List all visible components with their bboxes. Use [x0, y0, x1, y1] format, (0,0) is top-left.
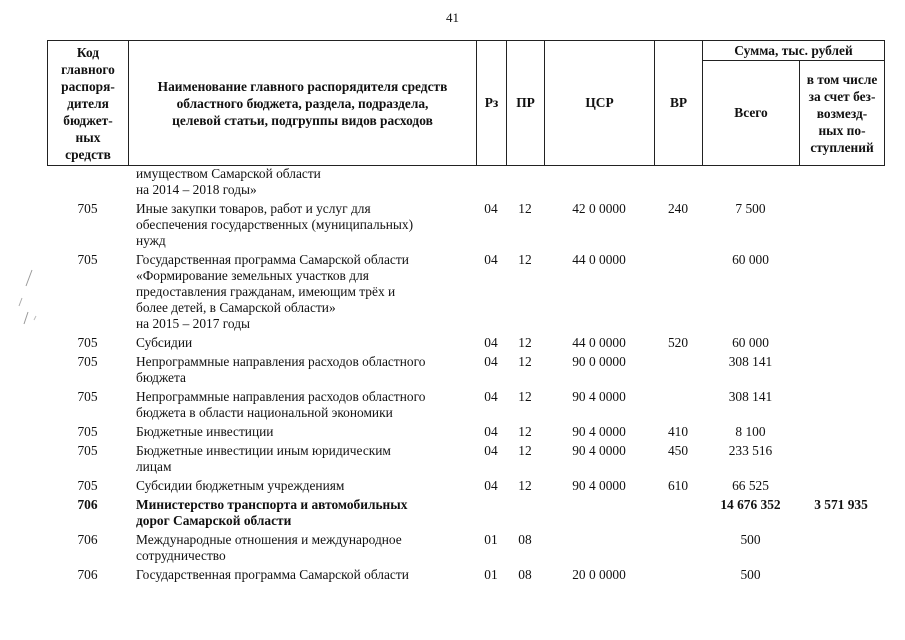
header-code-line: средств — [65, 146, 111, 162]
cell-csr: 44 0 0000 — [572, 335, 626, 350]
cell-pr: 12 — [518, 201, 532, 216]
cell-code: 706 — [77, 497, 98, 512]
cell-pr: 12 — [518, 354, 532, 369]
cell-vr: 410 — [667, 424, 689, 439]
header-name-line: областного бюджета, раздела, подраздела, — [176, 95, 429, 111]
cell-total: 66 525 — [732, 478, 769, 493]
cell-name-line: предоставления гражданам, имеющим трёх и — [136, 284, 396, 299]
table-row — [47, 567, 885, 583]
header-rz: Рз — [477, 41, 507, 165]
header-incl-line: за счет без- — [808, 88, 876, 104]
cell-rz: 04 — [484, 354, 498, 369]
header-incl — [800, 61, 884, 165]
cell-code: 706 — [77, 532, 98, 547]
header-incl-line: в том числе — [806, 71, 878, 87]
cell-csr: 90 4 0000 — [572, 424, 626, 439]
cell-vr: 240 — [667, 201, 689, 216]
cell-code: 705 — [77, 424, 98, 439]
cell-csr: 44 0 0000 — [572, 252, 626, 267]
header-vr: ВР — [655, 41, 703, 165]
cell-name-line: Бюджетные инвестиции иным юридическим — [136, 443, 391, 458]
header-incl-line: возмезд- — [816, 105, 868, 121]
cell-csr: 20 0 0000 — [572, 567, 626, 582]
header-name-line: целевой статьи, подгруппы видов расходов — [172, 112, 433, 128]
cell-vr: 520 — [667, 335, 689, 350]
cell-name-line: имуществом Самарской области — [136, 166, 321, 181]
cell-total: 60 000 — [732, 335, 769, 350]
cell-name-line: бюджета — [136, 370, 186, 385]
cell-pr: 12 — [518, 335, 532, 350]
cell-name-line: Субсидии — [136, 335, 193, 350]
table-row — [47, 424, 885, 440]
cell-rz: 04 — [484, 389, 498, 404]
table-body — [47, 166, 885, 583]
cell-name-line: Бюджетные инвестиции — [136, 424, 274, 439]
cell-total: 308 141 — [728, 389, 773, 404]
cell-name-line: Непрограммные направления расходов областного — [136, 389, 426, 404]
cell-total: 7 500 — [735, 201, 766, 216]
cell-csr: 42 0 0000 — [572, 201, 626, 216]
header-code-line: главного — [61, 61, 115, 77]
header-code — [48, 41, 129, 165]
cell-code: 706 — [77, 567, 98, 582]
cell-name-line: Министерство транспорта и автомобильных — [136, 497, 408, 512]
cell-rz: 04 — [484, 335, 498, 350]
cell-code: 705 — [77, 354, 98, 369]
cell-rz: 01 — [484, 532, 498, 547]
cell-name — [128, 424, 476, 440]
cell-code: 705 — [77, 252, 98, 267]
header-name-line: Наименование главного распорядителя средств — [157, 78, 448, 94]
cell-total: 8 100 — [735, 424, 766, 439]
cell-incl: 3 571 935 — [814, 497, 868, 512]
table-row — [47, 497, 885, 529]
table-row — [47, 201, 885, 249]
cell-csr: 90 4 0000 — [572, 443, 626, 458]
cell-name-line: нужд — [136, 233, 166, 248]
header-sum: Сумма, тыс. рублей — [703, 41, 884, 61]
cell-rz: 04 — [484, 443, 498, 458]
page-number: 41 — [446, 10, 459, 25]
cell-name — [128, 252, 476, 332]
cell-name-line: Государственная программа Самарской области — [136, 567, 409, 582]
cell-pr: 12 — [518, 252, 532, 267]
cell-name — [128, 532, 476, 564]
cell-name-line: дорог Самарской области — [136, 513, 292, 528]
cell-name — [128, 567, 476, 583]
cell-name-line: обеспечения государственных (муниципальных) — [136, 217, 414, 232]
cell-name-line: лицам — [136, 459, 172, 474]
table-row — [47, 389, 885, 421]
cell-csr: 90 0 0000 — [572, 354, 626, 369]
cell-pr: 12 — [518, 443, 532, 458]
cell-code: 705 — [77, 478, 98, 493]
cell-vr: 450 — [667, 443, 689, 458]
cell-pr: 12 — [518, 478, 532, 493]
cell-name-line: Иные закупки товаров, работ и услуг для — [136, 201, 371, 216]
cell-name-line: на 2014 – 2018 годы» — [136, 182, 257, 197]
cell-name-line: Непрограммные направления расходов областного — [136, 354, 426, 369]
cell-csr: 90 4 0000 — [572, 478, 626, 493]
header-pr: ПР — [507, 41, 545, 165]
table-row — [47, 478, 885, 494]
cell-code: 705 — [77, 201, 98, 216]
header-name — [129, 41, 477, 165]
cell-rz: 01 — [484, 567, 498, 582]
cell-name-line: на 2015 – 2017 годы — [136, 316, 251, 331]
table-row — [47, 354, 885, 386]
header-csr: ЦСР — [545, 41, 655, 165]
cell-code: 705 — [77, 389, 98, 404]
cell-name — [128, 354, 476, 386]
cell-code: 705 — [77, 335, 98, 350]
cell-rz: 04 — [484, 478, 498, 493]
cell-name-line: Международные отношения и международное — [136, 532, 402, 547]
table-row — [47, 443, 885, 475]
header-code-line: Код — [76, 44, 100, 60]
cell-name — [128, 166, 476, 198]
cell-csr: 90 4 0000 — [572, 389, 626, 404]
cell-total: 233 516 — [728, 443, 773, 458]
cell-pr: 12 — [518, 389, 532, 404]
cell-name — [128, 335, 476, 351]
cell-code: 705 — [77, 443, 98, 458]
cell-name — [128, 201, 476, 249]
cell-name-line: сотрудничество — [136, 548, 226, 563]
cell-total: 60 000 — [732, 252, 769, 267]
cell-name-line: более детей, в Самарской области» — [136, 300, 336, 315]
header-incl-line: ных по- — [818, 122, 866, 138]
cell-pr: 12 — [518, 424, 532, 439]
header-code-line: распоря- — [61, 78, 115, 94]
header-total: Всего — [703, 61, 800, 165]
table-header — [47, 40, 885, 166]
table-row — [47, 252, 885, 332]
cell-name — [128, 497, 476, 529]
header-code-line: дителя — [67, 95, 109, 111]
header-code-line: бюджет- — [63, 112, 113, 128]
cell-name-line: Субсидии бюджетным учреждениям — [136, 478, 345, 493]
cell-name — [128, 478, 476, 494]
cell-rz: 04 — [484, 424, 498, 439]
cell-total: 500 — [740, 532, 761, 547]
cell-name — [128, 443, 476, 475]
cell-rz: 04 — [484, 252, 498, 267]
cell-name — [128, 389, 476, 421]
table-row — [47, 166, 885, 198]
scan-artifact-icon — [14, 268, 44, 338]
budget-table — [47, 40, 885, 583]
cell-name-line: Государственная программа Самарской области — [136, 252, 409, 267]
cell-name-line: бюджета в области национальной экономики — [136, 405, 393, 420]
table-row — [47, 532, 885, 564]
cell-vr: 610 — [667, 478, 689, 493]
cell-total: 14 676 352 — [720, 497, 781, 512]
cell-total: 500 — [740, 567, 761, 582]
cell-pr: 08 — [518, 567, 532, 582]
cell-total: 308 141 — [728, 354, 773, 369]
header-incl-line: ступлений — [810, 139, 874, 155]
header-code-line: ных — [75, 129, 101, 145]
cell-name-line: «Формирование земельных участков для — [136, 268, 369, 283]
cell-rz: 04 — [484, 201, 498, 216]
table-row — [47, 335, 885, 351]
cell-pr: 08 — [518, 532, 532, 547]
